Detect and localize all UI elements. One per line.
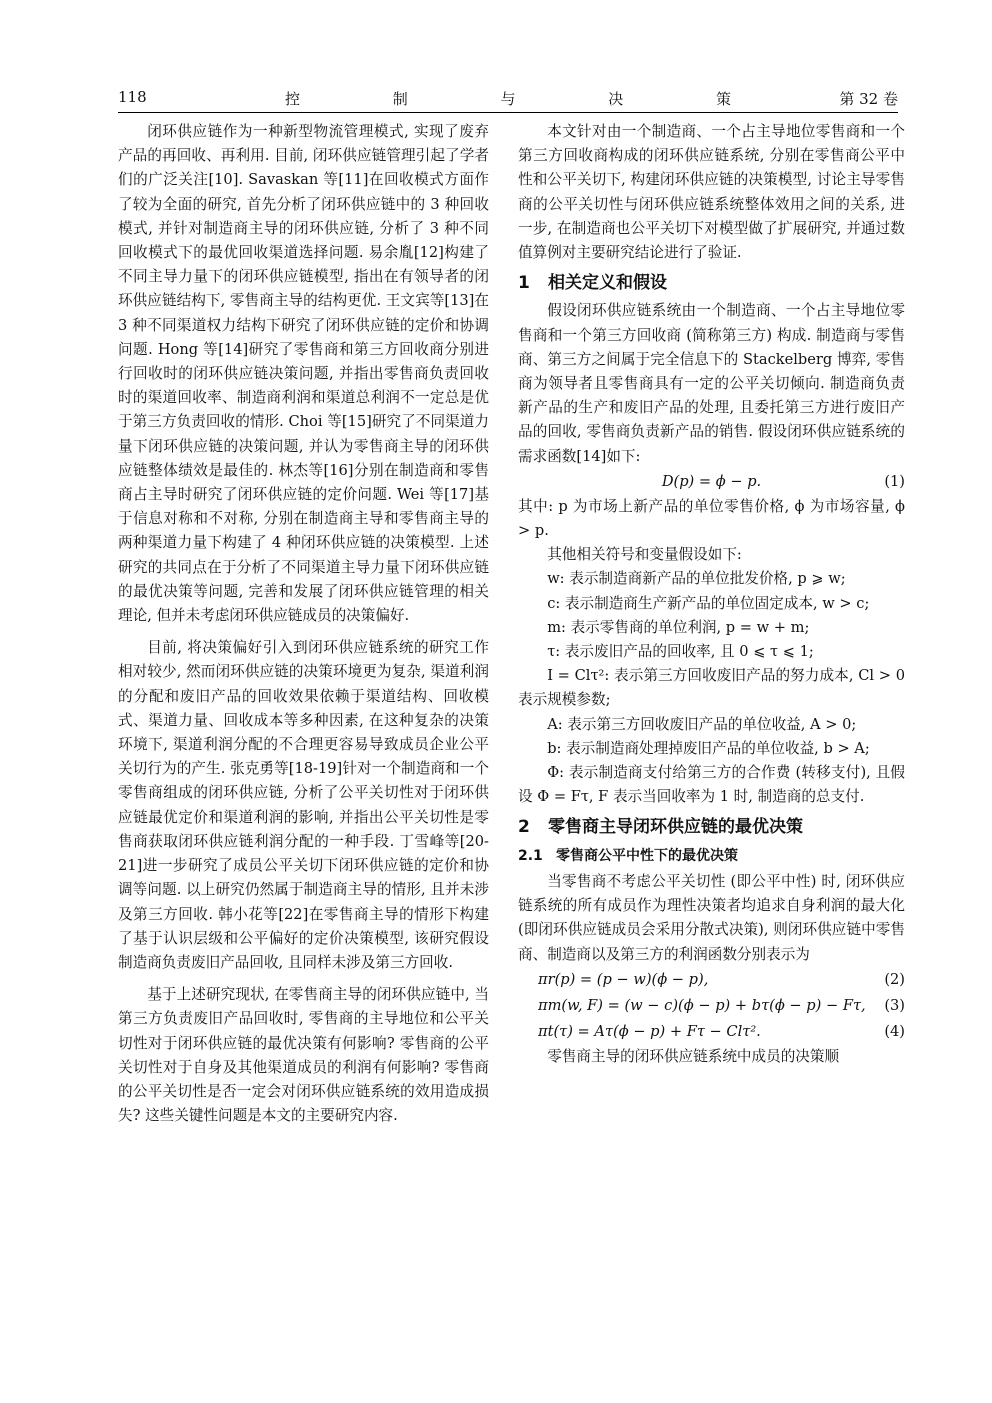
equation-body: πm(w, F) = (w − c)(ϕ − p) + bτ(ϕ − p) − Fτ,: [538, 996, 866, 1014]
right-column: [518, 120, 905, 1069]
subsection-title: 零售商公平中性下的最优决策: [556, 847, 738, 864]
paragraph: 其他相关符号和变量假设如下:: [547, 546, 742, 564]
paragraph: 目前, 将决策偏好引入到闭环供应链系统的研究工作相对较少, 然而闭环供应链的决策环境更为复杂, 渠道利润的分配和废旧产品的回收效果依赖于渠道结构、回收模式、渠道力量、回收成本等多种因素, 在这种复杂的决策环境下, 渠道利润分配的不合理更容易导致成员企业公平关切行为的产生. 张克勇等[18-19]针对一个制造商和一个零售商组成的闭环供应链, 分析了公平关切性对于闭环供应链最优定价和渠道利润的影响, 并指出公平关切性是零售商获取闭环供应链利润分配的一种手段. 丁雪峰等[20-21]进一步研究了成员公平关切下闭环供应链的定价和协调等问题. 以上研究仍然属于制造商主导的情形, 且并未涉及第三方回收. 韩小花等[22]在零售商主导的情形下构建了基于认识层级和公平偏好的定价决策模型, 该研究假设制造商负责废旧产品回收, 且同样未涉及第三方回收.: [118, 639, 489, 971]
paragraph: 闭环供应链作为一种新型物流管理模式, 实现了废弃产品的再回收、再利用. 目前, 闭环供应链管理引起了学者们的广泛关注[10]. Savaskan 等[11]在回收模式方面作了较为全面的研究, 首先分析了闭环供应链中的 3 种回收模式, 并针对制造商主导的闭环供应链, 分析了 3 种不同回收模式下的最优回收渠道选择问题. 易余胤[12]构建了不同主导力量下的闭环供应链模型, 指出在有领导者的闭环供应链结构下, 零售商主导的结构更优. 王文宾等[13]在 3 种不同渠道权力结构下研究了闭环供应链的定价和协调问题. Hong 等[14]研究了零售商和第三方回收商分别进行回收时的闭环供应链决策问题, 并指出零售商负责回收时的渠道回收率、制造商利润和渠道总利润不一定总是优于第三方负责回收的情形. Choi 等[15]研究了不同渠道力量下闭环供应链的决策问题, 并认为零售商主导的闭环供应链整体绩效是最佳的. 林杰等[16]分别在制造商和零售商占主导时研究了闭环供应链的定价问题. Wei 等[17]基于信息对称和不对称, 分别在制造商主导和零售商主导的两种渠道力量下构建了 4 种闭环供应链的决策模型. 上述研究的共同点在于分析了不同渠道主导力量下闭环供应链的最优决策等问题, 完善和发展了闭环供应链管理的相关理论, 但并未考虑闭环供应链成员的决策偏好.: [118, 123, 489, 625]
volume-label: 第 32 卷: [839, 90, 898, 108]
equation-4: [518, 1019, 905, 1045]
equation-1: [518, 469, 905, 495]
subsection-number: 2.1: [518, 847, 543, 864]
section-heading-2: [518, 815, 905, 839]
equation-number: (1): [884, 472, 905, 490]
definition-w: w: 表示制造商新产品的单位批发价格, p ⩾ w;: [547, 570, 846, 588]
paragraph: 零售商主导的闭环供应链系统中成员的决策顺: [547, 1047, 840, 1065]
paragraph: 当零售商不考虑公平关切性 (即公平中性) 时, 闭环供应链系统的所有成员作为理性决策者均追求自身利润的最大化 (即闭环供应链成员会采用分散式决策), 则闭环供应链中零售商、制造商以及第三方的利润函数分别表示为: [518, 872, 905, 963]
equation-body: πr(p) = (p − w)(ϕ − p),: [538, 970, 709, 988]
header-rule: [118, 112, 898, 113]
equation-2: [518, 967, 905, 993]
equation-number: (2): [884, 970, 905, 988]
definition-A: A: 表示第三方回收废旧产品的单位收益, A > 0;: [547, 715, 857, 733]
subsection-heading-2-1: [518, 844, 905, 868]
equation-body: πt(τ) = Aτ(ϕ − p) + Fτ − Clτ².: [538, 1022, 761, 1040]
equation-number: (3): [884, 996, 905, 1014]
section-heading-1: [518, 271, 905, 295]
definition-b: b: 表示制造商处理掉废旧产品的单位收益, b > A;: [547, 739, 870, 757]
paragraph: 假设闭环供应链系统由一个制造商、一个占主导地位零售商和一个第三方回收商 (简称第三方) 构成. 制造商与零售商、第三方之间属于完全信息下的 Stackelberg 博弈, 零售商为领导者且零售商具有一定的公平关切倾向. 制造商负责新产品的生产和废旧产品的处理, 且委托第三方进行废旧产品的回收, 零售商负责新产品的销售. 假设闭环供应链系统的需求函数[14]如下:: [518, 302, 905, 465]
equation-number: (4): [884, 1022, 905, 1040]
paragraph: 基于上述研究现状, 在零售商主导的闭环供应链中, 当第三方负责废旧产品回收时, 零售商的主导地位和公平关切性对于闭环供应链的最优决策有何影响? 零售商的公平关切性对于自身及其他渠道成员的利润有何影响? 零售商的公平关切性是否一定会对闭环供应链系统的效用造成损失? 这些关键性问题是本文的主要研究内容.: [118, 986, 489, 1125]
definition-I: I = Clτ²: 表示第三方回收废旧产品的努力成本, Cl > 0 表示规模参数;: [518, 667, 905, 709]
definition-phi: Φ: 表示制造商支付给第三方的合作费 (转移支付), 且假设 Φ = Fτ, F 表示当回收率为 1 时, 制造商的总支付.: [518, 764, 905, 806]
paragraph: 本文针对由一个制造商、一个占主导地位零售商和一个第三方回收商构成的闭环供应链系统, 分别在零售商公平中性和公平关切下, 构建闭环供应链的决策模型, 讨论主导零售商的公平关切性与闭环供应链系统整体效用之间的关系, 进一步, 在制造商也公平关切下对模型做了扩展研究, 并通过数值算例对主要研究结论进行了验证.: [518, 123, 905, 262]
section-number: 2: [518, 817, 530, 838]
running-header: [118, 88, 898, 112]
paragraph: 其中: p 为市场上新产品的单位零售价格, ϕ 为市场容量, ϕ > p.: [518, 497, 905, 540]
section-title: 相关定义和假设: [548, 273, 667, 294]
section-title: 零售商主导闭环供应链的最优决策: [548, 817, 803, 838]
page-number: 118: [118, 88, 147, 106]
definition-m: m: 表示零售商的单位利润, p = w + m;: [547, 618, 810, 636]
left-column: [118, 120, 489, 1128]
definition-c: c: 表示制造商生产新产品的单位固定成本, w > c;: [547, 594, 870, 612]
equation-3: [518, 993, 905, 1019]
journal-title: 控 制 与 决 策: [284, 90, 776, 108]
definition-tau: τ: 表示废旧产品的回收率, 且 0 ⩽ τ ⩽ 1;: [547, 643, 814, 661]
section-number: 1: [518, 273, 530, 294]
equation-body: D(p) = ϕ − p.: [661, 472, 762, 490]
